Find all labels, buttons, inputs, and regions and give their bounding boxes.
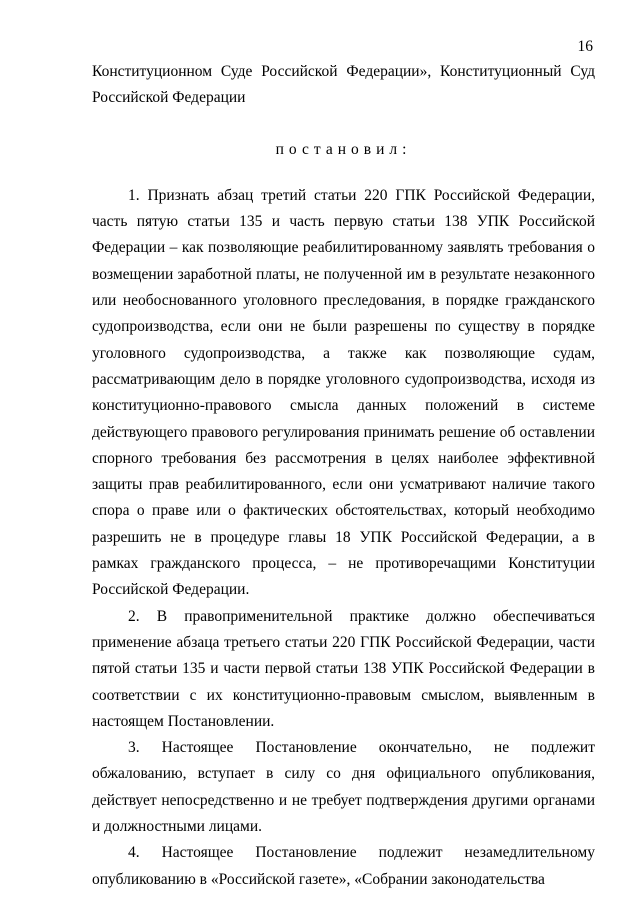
page-number: 16 [577,38,593,55]
resolution-item-4: 4. Настоящее Постановление подлежит незамедлительному опубликованию в «Российской газете», «Собрании законодательства [92,844,595,888]
resolution-item-3: 3. Настоящее Постановление окончательно, не подлежит обжалованию, вступает в силу со дня официального опубликования, действует непосредственно и не требует подтверждения другими органами и должностными лицами. [92,739,595,836]
resolution-item-2: 2. В правоприменительной практике должно обеспечиваться применение абзаца третьего статьи 220 ГПК Российской Федерации, части пятой статьи 135 и части первой статьи 138 УПК Российской Федерации в соответствии с их конституционно-правовым смыслом, выявленным в настоящем Постановлении. [92,607,595,730]
document-body [92,59,595,893]
intro-paragraph: Конституционном Суде Российской Федерации», Конституционный Суд Российской Федерации [92,63,595,107]
resolution-item-1: 1. Признать абзац третий статьи 220 ГПК Российской Федерации, часть пятую статьи 135 и часть первую статьи 138 УПК Российской Федерации – как позволяющие реабилитированному заявлять требования о возмещении заработной платы, не полученной им в результате незаконного или необоснованного уголовного преследования, в порядке гражданского судопроизводства, если они не были разрешены по существу в порядке уголовного судопроизводства, а также как позволяющие судам, рассматривающим дело в порядке уголовного судопроизводства, исходя из конституционно-правового смысла данных положений в системе действующего правового регулирования принимать решение об оставлении спорного требования без рассмотрения в целях наиболее эффективной защиты прав реабилитированного, если они усматривают наличие такого спора о праве или о фактических обстоятельствах, который необходимо разрешить не в процедуре главы 18 УПК Российской Федерации, а в рамках гражданского процесса, – не противоречащими Конституции Российской Федерации. [92,186,595,599]
resolution-heading: постановил: [275,140,412,158]
